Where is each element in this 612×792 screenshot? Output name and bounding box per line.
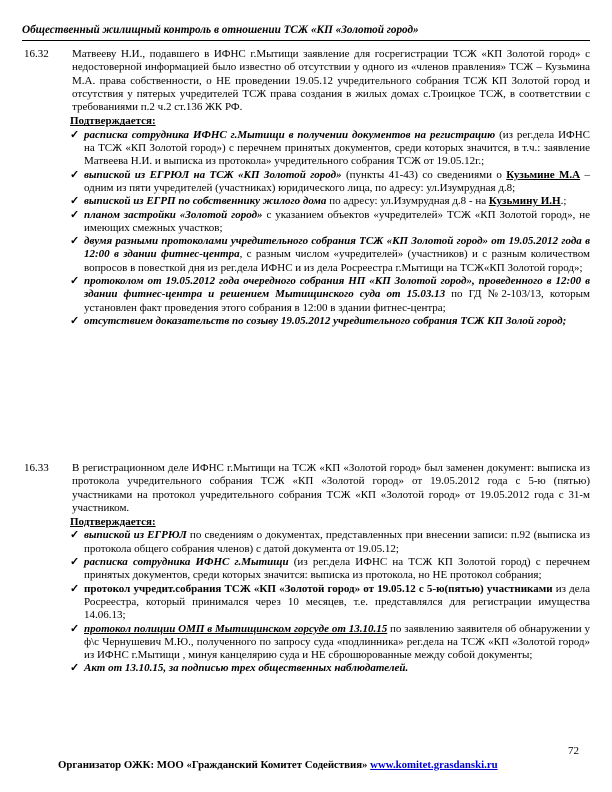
item-16-32 [22, 48, 590, 328]
evidence-item: ✓ расписка сотрудника ИФНС г.Мытищи в получении документов на регистрацию (из рег.дела ИФНС на ТСЖ «КП Золотой город») с перечнем принятых документов, среди которых значится, в т.ч.: заявление Матвеева Н.И. и выписка из протокола» учредительного собрания ТСЖ от 19.05.12г.; [70, 128, 590, 168]
item-16-33 [22, 462, 590, 676]
evidence-item: ✓ выпиской из ЕГРП по собственнику жилого дома по адресу: ул.Изумрудная д.8 - на Кузьмину И.Н.; [70, 195, 567, 208]
header-divider [22, 40, 590, 41]
checkmark-icon: ✓ [70, 208, 80, 221]
item-number: 16.32 [24, 48, 49, 60]
evidence-item: ✓ двумя разными протоколами учредительного собрания ТСЖ «КП Золотой город» от 19.05.2012 года в 12:00 в здании фитнес-центра, с разным числом «учредителей» (участников) и с разным количеством вопросов в повесткой дня из рег.дела ИФНС и из дела Росреестра г.Мытищи на ТСЖ«КП Золотой город»; [70, 235, 590, 274]
evidence-item: ✓ расписка сотрудника ИФНС г.Мытищи (из рег.дела ИФНС на ТСЖ КП Золотой город) с перечнем принятых документов, среди которых значится: выписка из протокола, но НЕ протокол собрания; [70, 556, 590, 582]
page-number: 72 [568, 745, 579, 757]
page-footer [58, 759, 498, 771]
evidence-item: ✓ планом застройки «Золотой город» с указанием объектов «учредителей» ТСЖ «КП Золотой город», не имеющих смежных участков; [70, 208, 590, 234]
item-text: В регистрационном деле ИФНС г.Мытищи на ТСЖ «КП «Золотой город» был заменен документ: выписка из протокола учредительного собрания ТСЖ «КП «Золотой город» от 19.05.2012 года с 5-ю (пятью) участниками на протокол учредительного собрания ТСЖ «КП «Золотой город» от 19.05.2012 года с 31-м участником. [72, 462, 590, 514]
confirm-heading: Подтверждается: [70, 115, 156, 128]
footer-website-link[interactable]: www.komitet.grasdanski.ru [370, 759, 498, 771]
evidence-item: ✓ выпиской из ЕГРЮЛ на ТСЖ «КП Золотой город» (пункты 41-43) со сведениями о Кузьмине М.А – одним из пяти учредителей (участниках) юридического лица, по адресу: ул.Изумрудная д.8; [70, 168, 590, 194]
checkmark-icon: ✓ [70, 314, 80, 327]
evidence-list [22, 129, 590, 328]
checkmark-icon: ✓ [70, 195, 80, 208]
checkmark-icon: ✓ [70, 582, 80, 595]
checkmark-icon: ✓ [70, 235, 80, 248]
footer-organizer: Организатор ОЖК: МОО «Гражданский Комитет Содействия» [58, 759, 368, 771]
checkmark-icon: ✓ [70, 275, 80, 288]
evidence-item: ✓ выпиской из ЕГРЮЛ по сведениям о документах, представленных при внесении записи: п.92 (выписка из протокола общего собрания членов) с датой документа от 19.05.12; [70, 529, 590, 555]
page-header: Общественный жилищный контроль в отношении ТСЖ «КП «Золотой город» [22, 24, 419, 36]
checkmark-icon: ✓ [70, 622, 80, 635]
evidence-item: ✓ Акт от 13.10.15, за подписью трех общественных наблюдателей. [70, 662, 409, 675]
confirm-heading: Подтверждается: [70, 516, 156, 529]
evidence-item: ✓ протокол полиции ОМП в Мытищинском горсуде от 13.10.15 по заявлению заявителя об обнаружении у ф\с Чернушевич М.Ю., полученного по запросу суда «подлинника» рег.дела на ТСЖ «КП «Золотой город» из ИФНС г.Мытищи , минуя канцелярию суда и НЕ сброшюрованные между собой документы; [70, 622, 590, 662]
checkmark-icon: ✓ [70, 168, 80, 181]
item-number: 16.33 [24, 462, 49, 474]
evidence-item: ✓ отсутствием доказательств по созыву 19.05.2012 учредительного собрания ТСЖ КП Золой город; [70, 314, 567, 327]
evidence-list [22, 529, 590, 675]
checkmark-icon: ✓ [70, 662, 80, 675]
checkmark-icon: ✓ [70, 529, 80, 542]
evidence-item: ✓ протоколом от 19.05.2012 года очередного собрания НП «КП Золотой город», проведенного в 12:00 в здании фитнес-центра и решением Мытищинского суда от 15.03.13 по ГД №2-103/13, которым установлен факт проведения этого собрания в 12:00 в здании фитнес-центра; [70, 275, 590, 314]
item-text: Матвееву Н.И., подавшего в ИФНС г.Мытищи заявление для госрегистрации ТСЖ «КП Золотой город» с недостоверной информацией было известно об отсутствии у одного из «членов правления» ТСЖ – Кузьмина М.А. права собственности, о НЕ проведении 19.05.12 учредительного собрания ТСЖ КП Золотой город и отсутствия у пятерых учредителей ТСЖ права создания в жилых домах с.Троицкое ТСЖ, в соответствии с требованиями п.2 ч.2 ст.136 ЖК РФ. [72, 48, 590, 114]
checkmark-icon: ✓ [70, 128, 80, 141]
evidence-item: ✓ протокол учредит.собрания ТСЖ «КП «Золотой город» от 19.05.12 с 5-ю(пятью) участниками из дела Росреестра, который принимался через 10 месяцев, т.е. представлялся для регистрации имущества 14.06.13; [70, 582, 590, 622]
checkmark-icon: ✓ [70, 556, 80, 569]
